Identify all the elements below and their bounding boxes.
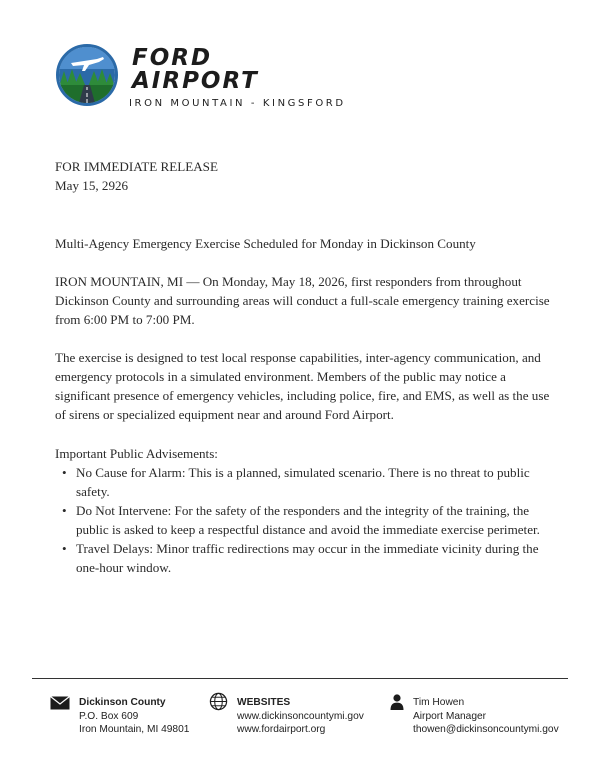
- contact-email[interactable]: thowen@dickinsoncountymi.gov: [413, 724, 559, 735]
- contact-role: Airport Manager: [413, 710, 487, 722]
- list-item: [62, 463, 550, 501]
- footer-websites: [237, 696, 364, 737]
- release-date: May 15, 2926: [55, 178, 129, 193]
- airport-logo: [56, 44, 118, 106]
- bullet-icon: •: [62, 541, 67, 556]
- website-link[interactable]: www.dickinsoncountymi.gov: [237, 710, 364, 722]
- contact-name: Tim Howen: [413, 697, 465, 708]
- bullet-icon: •: [62, 503, 67, 518]
- list-item-text: No Cause for Alarm: This is a planned, simulated scenario. There is no threat to public safety.: [76, 465, 530, 499]
- footer-contact: [413, 696, 559, 737]
- footer-websites-title: WEBSITES: [237, 697, 291, 708]
- airplane-over-trees-icon: [59, 47, 115, 103]
- advisories-list: [62, 463, 550, 577]
- brand-subtitle: IRON MOUNTAIN - KINGSFORD: [129, 98, 346, 109]
- brand-name-line-2: AIRPORT: [132, 68, 259, 94]
- brand-name-line-1: FORD: [132, 45, 213, 71]
- paragraph: IRON MOUNTAIN, MI — On Monday, May 18, 2026, first responders from throughout Dickinson County and surrounding areas will conduct a full-scale emergency training exercise from 6:00 PM to 7:00 PM.: [55, 274, 550, 327]
- footer-address-line1: P.O. Box 609: [79, 710, 139, 722]
- release-label: FOR IMMEDIATE RELEASE: [55, 159, 218, 174]
- bullet-icon: •: [62, 465, 67, 480]
- footer-divider: [32, 678, 568, 679]
- release-block: [55, 157, 550, 195]
- globe-icon: [209, 692, 228, 711]
- paragraph: The exercise is designed to test local response capabilities, inter-agency communication, and emergency protocols in a simulated environment. Members of the public may notice a significant presence of emergency vehicles, including police, fire, and EMS, as well as the use of sirens or specialized equipment near and around Ford Airport.: [55, 350, 550, 422]
- advisories-title: Important Public Advisements:: [55, 446, 218, 461]
- person-icon: [390, 694, 404, 710]
- website-link[interactable]: www.fordairport.org: [237, 724, 326, 735]
- list-item: [62, 539, 550, 577]
- headline: Multi-Agency Emergency Exercise Scheduled for Monday in Dickinson County: [55, 236, 476, 251]
- footer-address: [79, 696, 189, 737]
- list-item: [62, 501, 550, 539]
- footer-address-name: Dickinson County: [79, 697, 166, 708]
- footer-address-line2: Iron Mountain, MI 49801: [79, 724, 190, 735]
- letterhead: [56, 44, 356, 114]
- mail-icon: [50, 696, 70, 710]
- list-item-text: Do Not Intervene: For the safety of the responders and the integrity of the training, the public is asked to keep a respectful distance and avoid the immediate exercise perimeter.: [76, 503, 540, 537]
- list-item-text: Travel Delays: Minor traffic redirections may occur in the immediate vicinity during the one-hour window.: [76, 541, 539, 575]
